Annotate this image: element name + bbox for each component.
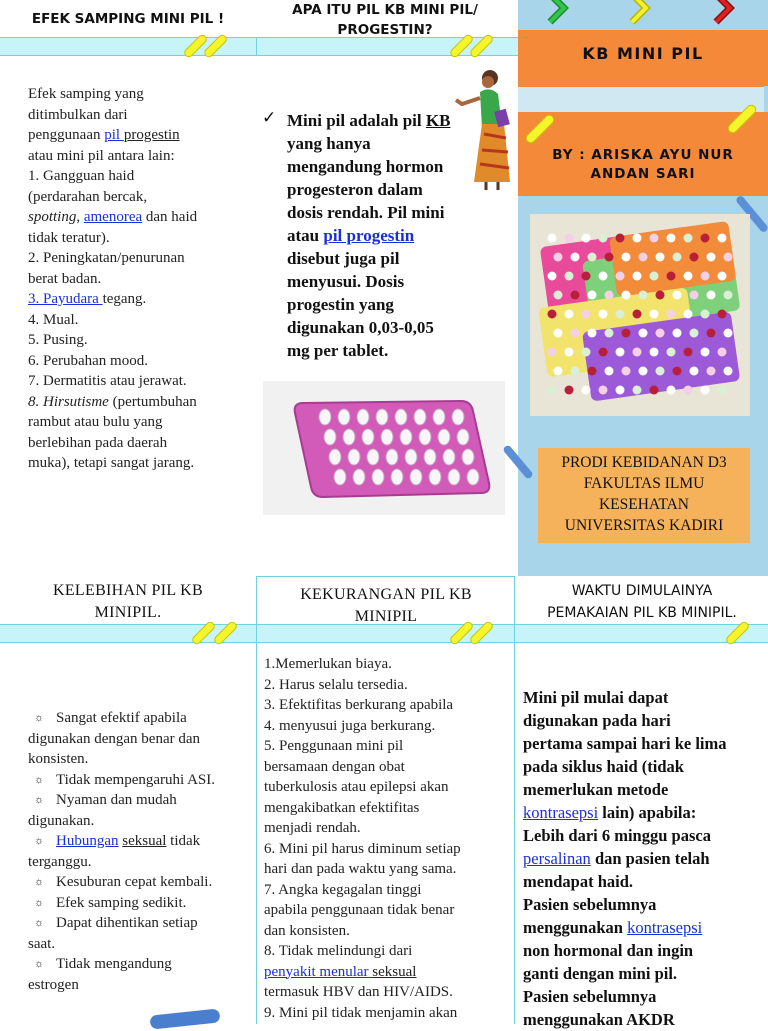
persalinan-link[interactable]: persalinan (523, 849, 591, 868)
pill-dot (667, 272, 676, 281)
pill-tablet (467, 469, 479, 485)
pill-dot (588, 291, 597, 300)
pill-dot (707, 367, 716, 376)
pill-dot (690, 291, 699, 300)
title-underline-band (518, 86, 764, 113)
pill-dot (571, 367, 580, 376)
pill-dot (684, 234, 693, 243)
pill-dot (650, 348, 659, 357)
pill-dot (565, 272, 574, 281)
pill-tablet (343, 429, 355, 445)
pill-tablet (448, 469, 460, 485)
pill-tablet (372, 469, 384, 485)
pill-dot (673, 329, 682, 338)
pill-dot (565, 234, 574, 243)
pill-dot (718, 348, 727, 357)
section-divider (256, 576, 257, 1024)
pill-dot (565, 310, 574, 319)
red-chevron-icon (716, 0, 730, 22)
pill-tablet (414, 409, 426, 425)
pill-dot (616, 348, 625, 357)
pill-tablet (457, 429, 469, 445)
pill-dot (701, 234, 710, 243)
pill-dot (616, 310, 625, 319)
pill-dot (690, 253, 699, 262)
pill-dot (582, 272, 591, 281)
panel2-header: APA ITU PIL KB MINI PIL/ PROGESTIN? (292, 2, 478, 38)
pill-dot (599, 234, 608, 243)
pill-dot (667, 386, 676, 395)
pill-dot (650, 234, 659, 243)
pill-tablet (329, 449, 341, 465)
pill-dot (673, 291, 682, 300)
pill-dot (684, 348, 693, 357)
pill-tablet (443, 449, 455, 465)
pill-dot (582, 310, 591, 319)
pill-dot (701, 272, 710, 281)
pill-dot (718, 234, 727, 243)
pill-tablet (395, 409, 407, 425)
pill-tablet (357, 409, 369, 425)
pill-dot (582, 348, 591, 357)
pill-dot (718, 272, 727, 281)
check-icon: ✓ (262, 108, 277, 128)
pill-dot (588, 329, 597, 338)
pill-dot (599, 272, 608, 281)
pill-tablet (462, 449, 474, 465)
pill-dot (690, 329, 699, 338)
pill-dot (724, 253, 733, 262)
pill-tablet (362, 429, 374, 445)
pill-tablet (319, 409, 331, 425)
pill-tablet (381, 429, 393, 445)
pill-tablet (405, 449, 417, 465)
pill-dot (650, 310, 659, 319)
author-text: BY : ARISKA AYU NUR ANDAN SARI (552, 147, 734, 182)
pill-tablet (438, 429, 450, 445)
pill-dot (701, 386, 710, 395)
pill-dot (599, 310, 608, 319)
pill-dot (673, 253, 682, 262)
pill-dot (667, 234, 676, 243)
pill-tablet (338, 409, 350, 425)
bullet-symbol-icon: ☼ (34, 896, 45, 909)
pill-dot (633, 348, 642, 357)
panel2-definition-text: Mini pil adalah pil KB yang hanya mengandung hormon progesteron dalam dosis rendah. Pil mini atau pil progestin disebut juga pil menyusui. Dosis progestin yang digunakan 0,03-0,05 mg per tablet. (287, 111, 451, 360)
pill-tablet (410, 469, 422, 485)
pill-tablet (391, 469, 403, 485)
panel5-header: KEKURANGAN PIL KB MINIPIL (300, 586, 472, 625)
pill-dot (633, 310, 642, 319)
pill-dot (701, 348, 710, 357)
kontrasepsi-link[interactable]: kontrasepsi (523, 803, 599, 822)
pill-dot (605, 367, 614, 376)
pill-dot (548, 272, 557, 281)
pill-dot (548, 234, 557, 243)
pill-dot (616, 386, 625, 395)
pill-dot (656, 329, 665, 338)
pill-dot (548, 348, 557, 357)
pill-dot (633, 234, 642, 243)
pill-dot (599, 386, 608, 395)
pill-dot (684, 310, 693, 319)
pill-tablet (324, 429, 336, 445)
blue-pill-decoration (149, 1008, 220, 1029)
pill-dot (605, 253, 614, 262)
payudara-link[interactable]: 3. Payudara (28, 291, 103, 307)
pill-dot (684, 272, 693, 281)
pill-dot (667, 348, 676, 357)
pill-dot (571, 329, 580, 338)
pill-packs-photo (530, 214, 750, 416)
bullet-symbol-icon: ☼ (34, 794, 45, 806)
pill-dot (707, 329, 716, 338)
pill-dot (690, 367, 699, 376)
pill-dot (622, 367, 631, 376)
pill-dot (724, 329, 733, 338)
pill-tablet (452, 409, 464, 425)
hubungan-link[interactable]: Hubungan (56, 833, 119, 849)
pill-dot (571, 291, 580, 300)
pill-dot (588, 253, 597, 262)
institution-text: PRODI KEBIDANAN D3 FAKULTAS ILMU KESEHATAN UNIVERSITAS KADIRI (561, 454, 727, 534)
pill-tablet (348, 449, 360, 465)
pill-dot (639, 291, 648, 300)
pil-progestin-link[interactable]: pil progestin (323, 226, 415, 245)
pill-dot (718, 310, 727, 319)
pill-dot (667, 310, 676, 319)
pill-dot (571, 253, 580, 262)
pill-dot (701, 310, 710, 319)
panel1-header: EFEK SAMPING MINI PIL ! (31, 11, 225, 27)
section-divider (514, 576, 515, 1024)
bullet-symbol-icon: ☼ (34, 876, 45, 888)
cover-title: KB MINI PIL (582, 44, 704, 63)
pill-dot (707, 253, 716, 262)
pill-dot (548, 386, 557, 395)
pill-tablet (419, 429, 431, 445)
pill-dot (656, 367, 665, 376)
pill-tablet (376, 409, 388, 425)
panel1-side-effects-text: Efek samping yang ditimbulkan dari penggunaan pil progestin atau mini pil antara lain: 1. Gangguan haid (perdarahan bercak, spotting, amenorea dan haid tidak teratur). 2. Peningkatan/penurunan berat badan. 3. Payudara tegang. 4. Mual. 5. Pusing. 6. Perubahan mood. 7. Dermatitis atau jerawat. 8. Hirsutisme (pertumbuhan rambut atau bulu yang berlebihan pada daerah muka), tetapi sangat jarang. (28, 86, 198, 471)
pill-dot (582, 386, 591, 395)
pill-tablet (386, 449, 398, 465)
panel4-header: KELEBIHAN PIL KB MINIPIL. (53, 582, 203, 621)
pill-dot (639, 253, 648, 262)
pill-tablet (400, 429, 412, 445)
chevron-arrows-row (530, 0, 768, 30)
pill-dot (673, 367, 682, 376)
green-chevron-icon (550, 0, 564, 22)
pill-dot (639, 367, 648, 376)
pill-dot (582, 234, 591, 243)
amenorea-link[interactable]: amenorea (83, 209, 143, 225)
pill-tablet (334, 469, 346, 485)
pill-dot (639, 329, 648, 338)
pill-dot (599, 348, 608, 357)
pill-dot (718, 386, 727, 395)
pill-dot (724, 367, 733, 376)
penyakit-menular-link[interactable]: penyakit menular (264, 963, 373, 980)
pill-dot (554, 291, 563, 300)
pill-dot (554, 367, 563, 376)
pink-pill-pack-image (263, 381, 505, 515)
panel5-disadvantages-list: 1.Memerlukan biaya. 2. Harus selalu tersedia. 3. Efektifitas berkurang apabila 4. menyusui juga berkurang. 5. Penggunaan mini pil bersamaan dengan obat tuberkulosis atau epilepsi akan mengakibatkan efektifitas menjadi rendah. 6. Mini pil harus diminum setiap hari dan pada waktu yang sama. 7. Angka kegagalan tinggi apabila penggunaan tidak benar dan konsisten. 8. Tidak melindungi dari penyakit menular seksual termasuk HBV dan HIV/AIDS. 9. Mini pil tidak menjamin akan (264, 656, 461, 1021)
bullet-symbol-icon: ☼ (34, 773, 45, 786)
panel4-advantages-list: ☼ Sangat efektif apabila digunakan dengan benar dan konsisten. ☼ Tidak mempengaruhi ASI. ☼ Nyaman dan mudah digunakan. ☼ Hubungan seksual tidak terganggu. ☼ Kesuburan cepat kembali. ☼ Efek samping sedikit. ☼ Dapat dihentikan setiap saat. ☼ Tidak mengandung estrogen (28, 710, 216, 993)
pill-tablet (353, 469, 365, 485)
pill-dot (656, 291, 665, 300)
pill-dot (548, 310, 557, 319)
pill-dot (650, 386, 659, 395)
pill-dot (565, 386, 574, 395)
pill-tablet (433, 409, 445, 425)
pill-dot (616, 272, 625, 281)
pill-dot (633, 272, 642, 281)
pill-dot (650, 272, 659, 281)
pill-dot (605, 291, 614, 300)
section-divider (256, 576, 514, 577)
pill-dot (588, 367, 597, 376)
pill-tablet (429, 469, 441, 485)
pill-tablet (367, 449, 379, 465)
panel6-start-text: Mini pil mulai dapat digunakan pada hari pertama sampai hari ke lima pada siklus haid (tidak memerlukan metode kontrasepsi lain) apabila: Lebih dari 6 minggu pasca persalinan dan pasien telah mendapat haid. Pasien sebelumnya menggunakan kontrasepsi non hormonal dan ingin ganti dengan mini pil. Pasien sebelumnya menggunakan AKDR (523, 688, 727, 1029)
pill-dot (684, 386, 693, 395)
bullet-symbol-icon: ☼ (34, 917, 45, 929)
kontrasepsi-link[interactable]: kontrasepsi (627, 918, 703, 937)
pill-dot (707, 291, 716, 300)
panel6-header: WAKTU DIMULAINYA PEMAKAIAN PIL KB MINIPIL. (547, 583, 737, 621)
pill-dot (554, 329, 563, 338)
pill-dot (565, 348, 574, 357)
pill-dot (622, 291, 631, 300)
pill-dot (554, 253, 563, 262)
pill-dot (622, 253, 631, 262)
pil-link[interactable]: pil (104, 127, 124, 143)
yellow-chevron-icon (632, 0, 646, 22)
pill-dot (605, 329, 614, 338)
pill-tablet (424, 449, 436, 465)
pill-dot (616, 234, 625, 243)
pill-dot (633, 386, 642, 395)
pill-dot (724, 291, 733, 300)
bullet-symbol-icon: ☼ (34, 958, 45, 970)
pill-dot (656, 253, 665, 262)
pill-dot (622, 329, 631, 338)
bullet-symbol-icon: ☼ (34, 712, 45, 724)
bullet-symbol-icon: ☼ (34, 835, 45, 847)
